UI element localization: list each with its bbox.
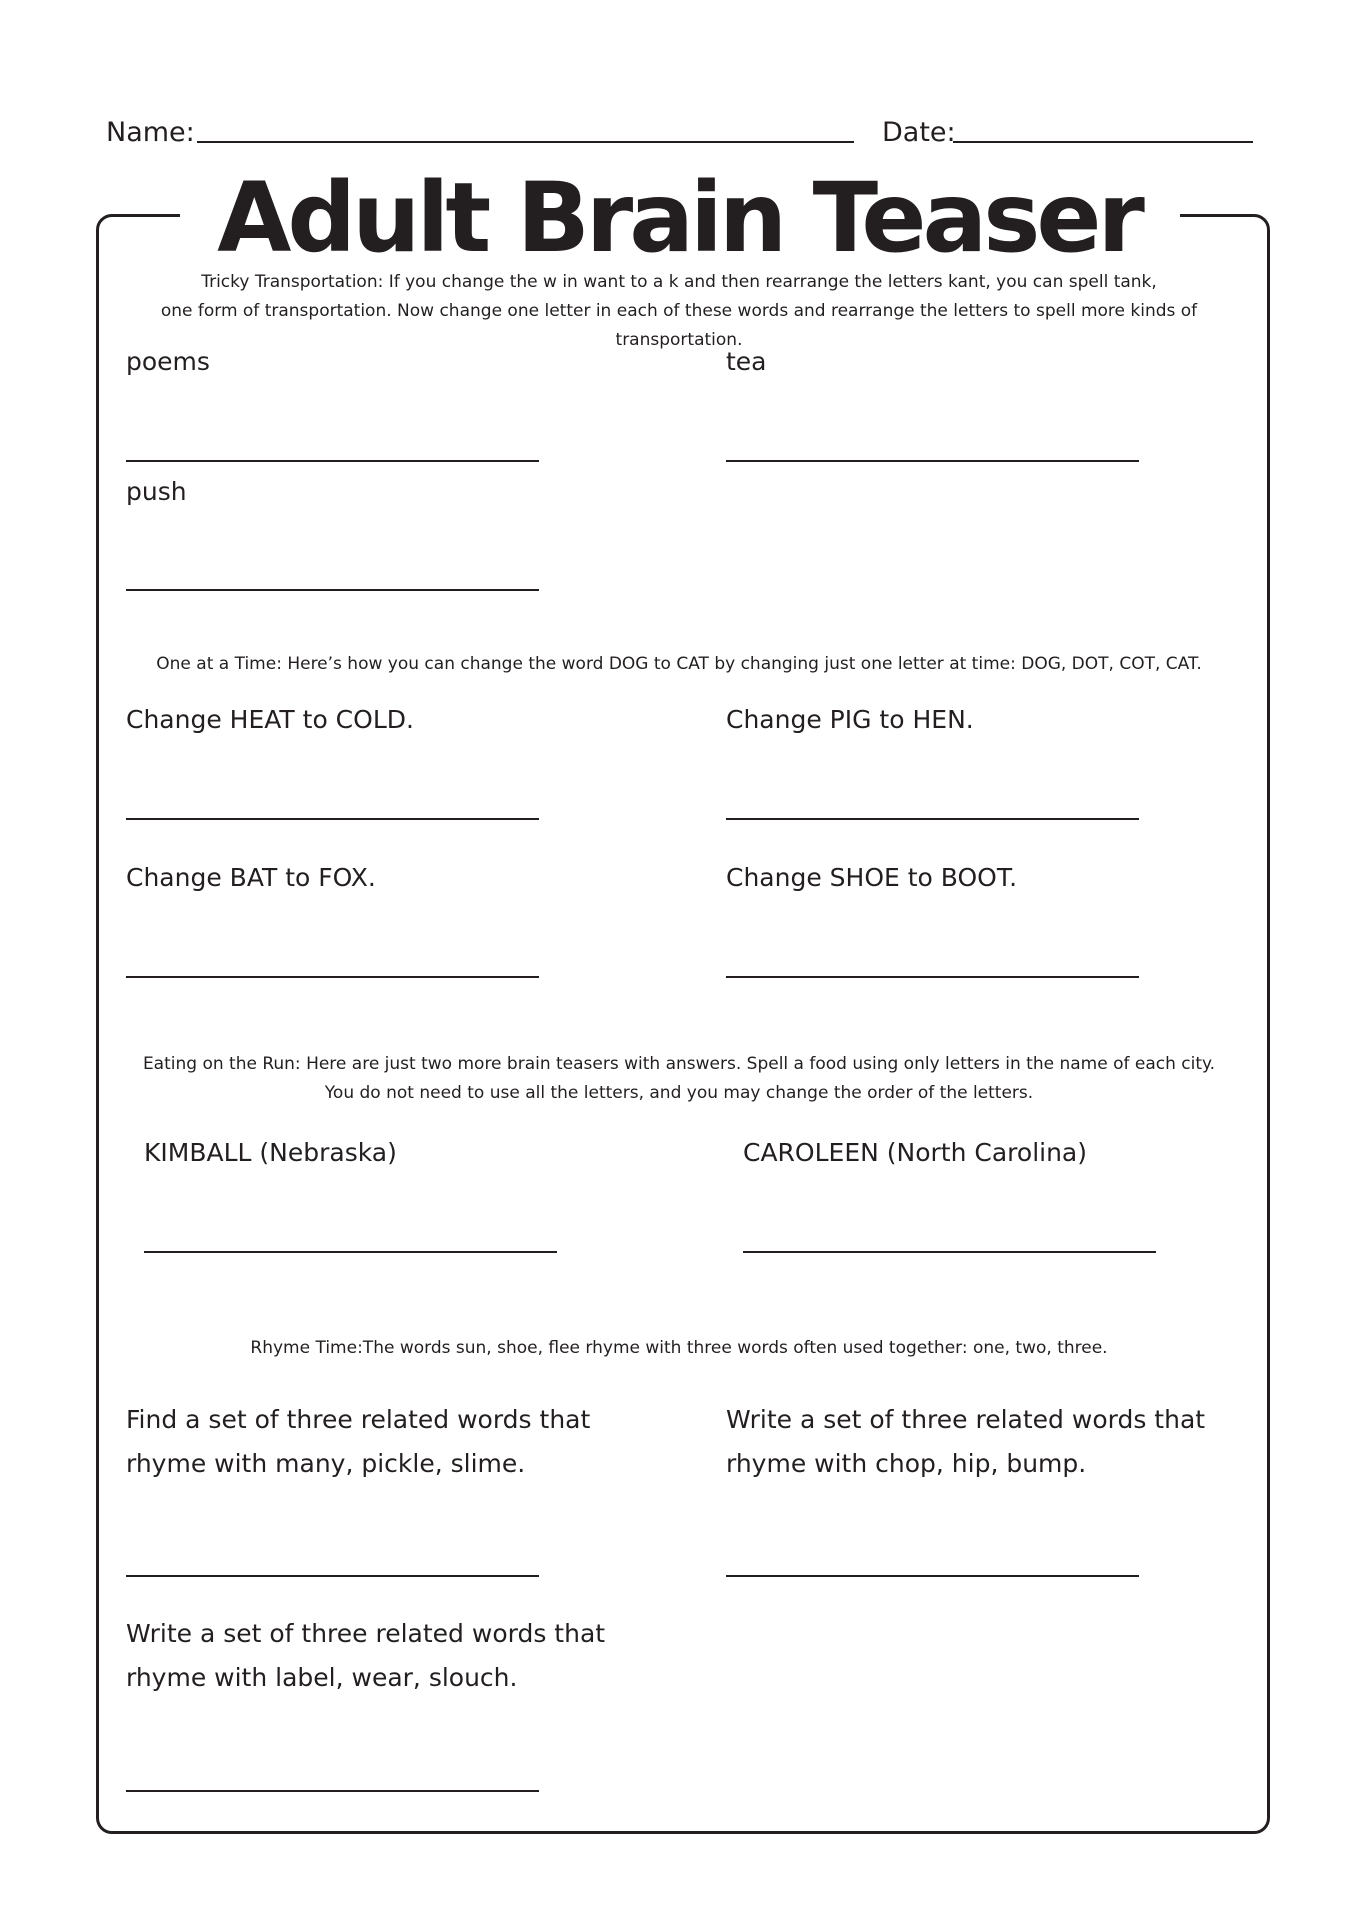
section-intro-one-at-a-time [100,650,1258,679]
intro-line: one form of transportation. Now change one letter in each of these words and rearrange the letters to spell more kinds of transportation. [160,301,1198,350]
prompt-kimball: KIMBALL (Nebraska) [144,1138,397,1167]
page-title: Adult Brain Teaser [217,162,1141,274]
prompt-line: rhyme with label, wear, slouch. [126,1663,518,1692]
answer-line[interactable] [726,1575,1139,1577]
prompt-poems: poems [126,347,210,376]
answer-line[interactable] [126,589,539,591]
name-field[interactable] [197,141,854,143]
section-intro-transportation [100,268,1258,355]
date-field[interactable] [953,141,1253,143]
answer-line[interactable] [126,818,539,820]
prompt-shoe-boot: Change SHOE to BOOT. [726,863,1018,892]
name-label: Name: [106,117,195,148]
section-intro-eating-on-the-run [100,1050,1258,1108]
section-intro-rhyme-time [100,1334,1258,1363]
intro-line: Rhyme Time:The words sun, shoe, flee rhyme with three words often used together: one, two, three. [250,1338,1108,1358]
prompt-tea: tea [726,347,767,376]
prompt-rhyme-label [126,1612,605,1700]
prompt-line: rhyme with many, pickle, slime. [126,1449,526,1478]
prompt-line: Write a set of three related words that [126,1619,606,1648]
prompt-heat-cold: Change HEAT to COLD. [126,705,414,734]
date-label: Date: [882,117,956,148]
prompt-caroleen: CAROLEEN (North Carolina) [743,1138,1088,1167]
prompt-line: Write a set of three related words that [726,1405,1206,1434]
prompt-bat-fox: Change BAT to FOX. [126,863,376,892]
answer-line[interactable] [126,460,539,462]
answer-line[interactable] [726,818,1139,820]
answer-line[interactable] [726,976,1139,978]
intro-line: Tricky Transportation: If you change the w in want to a k and then rearrange the letters kant, you can spell tank, [201,272,1157,292]
prompt-rhyme-many [126,1398,590,1486]
prompt-rhyme-chop [726,1398,1205,1486]
intro-line: You do not need to use all the letters, and you may change the order of the letters. [324,1083,1034,1103]
prompt-push: push [126,477,187,506]
answer-line[interactable] [726,460,1139,462]
prompt-line: Find a set of three related words that [126,1405,591,1434]
answer-line[interactable] [126,1790,539,1792]
worksheet-frame [96,214,1270,1834]
answer-line[interactable] [743,1251,1156,1253]
prompt-line: rhyme with chop, hip, bump. [726,1449,1087,1478]
answer-line[interactable] [126,976,539,978]
prompt-pig-hen: Change PIG to HEN. [726,705,974,734]
intro-line: One at a Time: Here’s how you can change the word DOG to CAT by changing just one letter at time: DOG, DOT, COT, CAT. [156,654,1202,674]
answer-line[interactable] [126,1575,539,1577]
intro-line: Eating on the Run: Here are just two more brain teasers with answers. Spell a food using only letters in the name of each city. [142,1054,1216,1074]
answer-line[interactable] [144,1251,557,1253]
